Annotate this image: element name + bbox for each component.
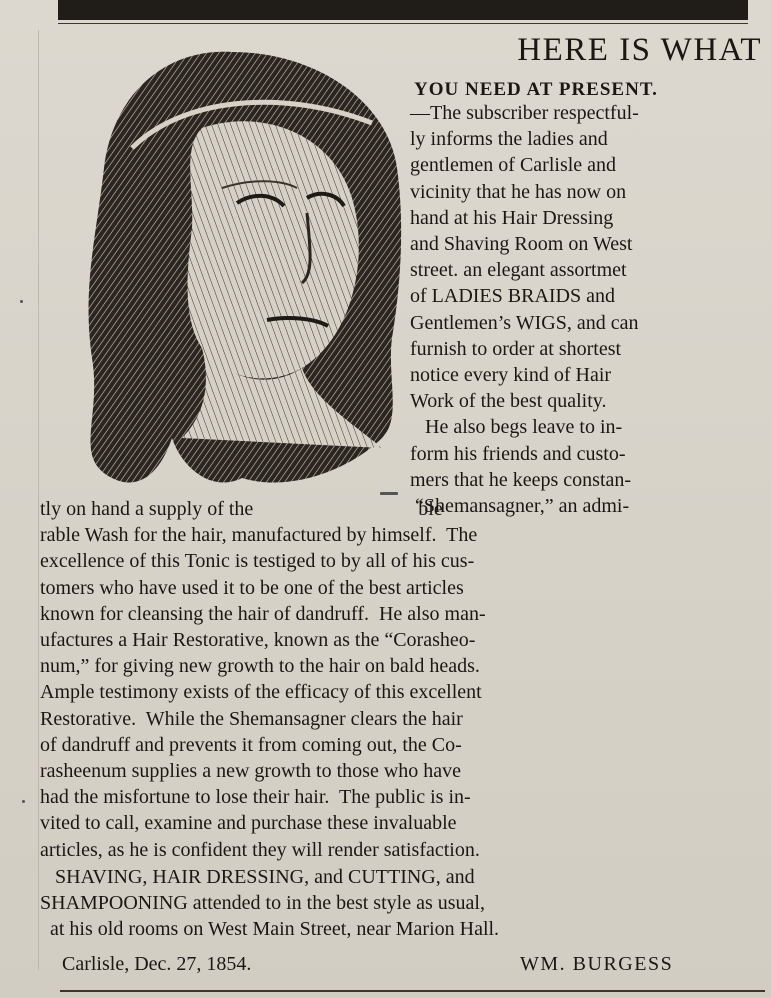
signature: WM. BURGESS [520,953,674,975]
dateline: Carlisle, Dec. 27, 1854. [62,953,252,975]
woman-portrait-engraving [52,38,414,502]
ad-body-narrow-column: —The subscriber respectful- ly informs the ladies and gentlemen of Carlisle and vicinity that he has now on hand at his Hair Dressing and Shaving Room on West street. an elegant assortmet of LADIES BRAIDS and Gentlemen’s WIGS, and can furnish to order at shortest notice every kind of Hair Work of the best quality. He also begs leave to in- form his friends and custo- mers that he keeps constan- “Shemansagner,” an admi- [410,102,639,518]
bottom-rule [60,990,765,992]
adjacent-column-edge [0,30,39,970]
ad-body-full-width: tly on hand a supply of the ble rable Wash for the hair, manufactured by himself. The excellence of this Tonic is testiged to by all of his cus- tomers who have used it to be one of the best articles known for cleansing the hair of dandruff. He also man- ufactures a Hair Restorative, known as the “Corasheo- num,” for giving new growth to the hair on bald heads. Ample testimony exists of the efficacy of this excellent Restorative. While the Shemansagner clears the hair of dandruff and prevents it from coming out, the Co- rasheenum supplies a new growth to those who have had the misfortune to lose their hair. The public is in- vited to call, examine and purchase these invaluable articles, as he is confident they will render satisfaction. [40,498,486,861]
top-rule [58,0,748,20]
ink-speck [380,492,398,495]
ink-speck [20,300,23,303]
ink-speck [22,800,25,803]
ad-headline: HERE IS WHAT [517,32,762,68]
ad-subhead: YOU NEED AT PRESENT. [414,79,658,100]
ad-services-notice: SHAVING, HAIR DRESSING, and CUTTING, and SHAMPOONING attended to in the best style as usual, at his old rooms on West Main Street, near Marion Hall. [40,866,500,941]
